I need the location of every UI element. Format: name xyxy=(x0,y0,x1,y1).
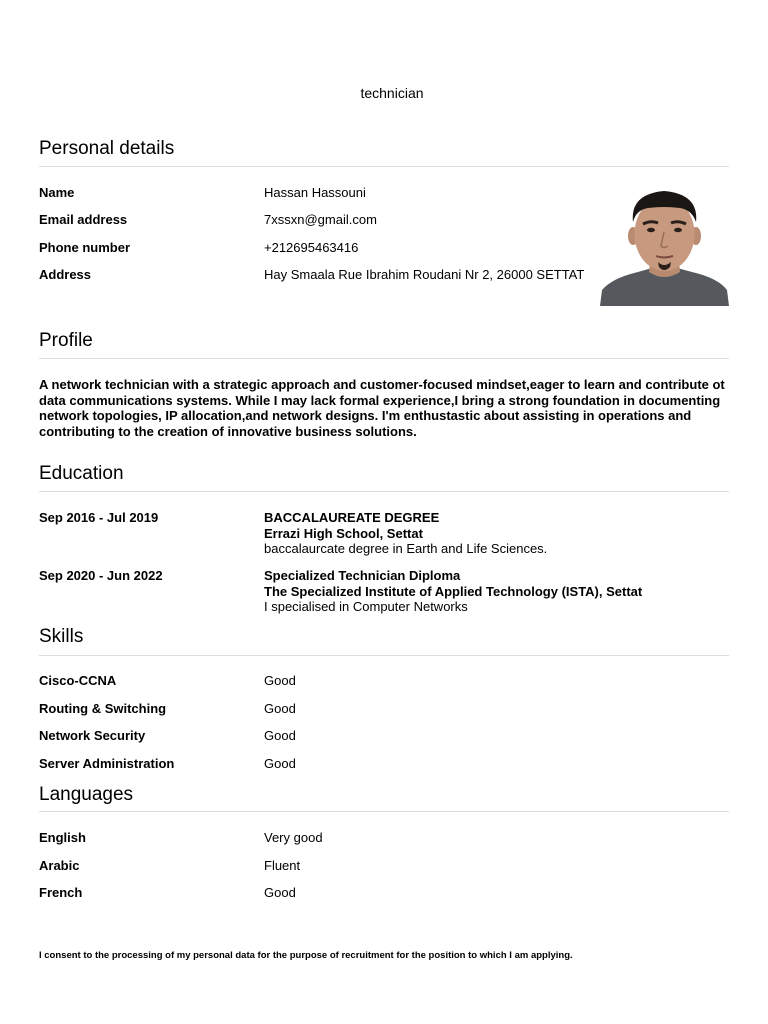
education-degree: BACCALAUREATE DEGREE xyxy=(264,510,440,525)
personal-label: Phone number xyxy=(39,240,131,255)
personal-value: Hay Smaala Rue Ibrahim Roudani Nr 2, 26000 SETTAT xyxy=(264,267,585,282)
section-divider xyxy=(39,166,729,167)
language-name: Arabic xyxy=(39,858,80,873)
profile-photo xyxy=(600,186,729,306)
job-title: technician xyxy=(360,85,424,101)
education-degree: Specialized Technician Diploma xyxy=(264,568,461,583)
education-description: baccalaurcate degree in Earth and Life Sciences. xyxy=(264,541,548,556)
personal-value: Hassan Hassouni xyxy=(264,185,366,200)
personal-value: 7xssxn@gmail.com xyxy=(264,212,377,227)
personal-label: Address xyxy=(39,267,92,282)
skill-name: Network Security xyxy=(39,728,146,743)
person-portrait-icon xyxy=(600,186,729,306)
skill-name: Cisco-CCNA xyxy=(39,673,117,688)
section-title-languages: Languages xyxy=(39,784,134,805)
language-name: French xyxy=(39,885,83,900)
section-divider xyxy=(39,655,729,656)
language-name: English xyxy=(39,830,86,845)
skill-level: Good xyxy=(264,673,296,688)
language-level: Very good xyxy=(264,830,323,845)
section-title-education: Education xyxy=(39,463,124,484)
skill-level: Good xyxy=(264,728,296,743)
section-divider xyxy=(39,358,729,359)
section-title-skills: Skills xyxy=(39,626,84,647)
section-title-profile: Profile xyxy=(39,330,93,351)
language-level: Good xyxy=(264,885,296,900)
education-dates: Sep 2020 - Jun 2022 xyxy=(39,568,163,583)
education-dates: Sep 2016 - Jul 2019 xyxy=(39,510,159,525)
education-description: I specialised in Computer Networks xyxy=(264,599,468,614)
personal-label: Email address xyxy=(39,212,128,227)
section-divider xyxy=(39,491,729,492)
education-school: Errazi High School, Settat xyxy=(264,525,423,541)
language-level: Fluent xyxy=(264,858,301,873)
profile-summary: A network technician with a strategic approach and customer-focused mindset,eager to learn and contribute ot data communications systems. While I may lack formal experience,I bring a strong foundation in documenting network topologies, IP allocation,and network designs. I'm enthustastic about assisting in operations and contributing to the creation of innovative business solutions. xyxy=(39,377,725,439)
skill-level: Good xyxy=(264,701,296,716)
skill-name: Server Administration xyxy=(39,756,175,771)
consent-statement: I consent to the processing of my personal data for the purpose of recruitment for the position to which I am applying. xyxy=(39,950,573,961)
personal-value: +212695463416 xyxy=(264,240,359,255)
section-title-personal-details: Personal details xyxy=(39,138,175,159)
section-divider xyxy=(39,811,729,812)
personal-label: Name xyxy=(39,185,75,200)
skill-level: Good xyxy=(264,756,296,771)
education-school: The Specialized Institute of Applied Technology (ISTA), Settat xyxy=(264,583,643,599)
skill-name: Routing & Switching xyxy=(39,701,167,716)
